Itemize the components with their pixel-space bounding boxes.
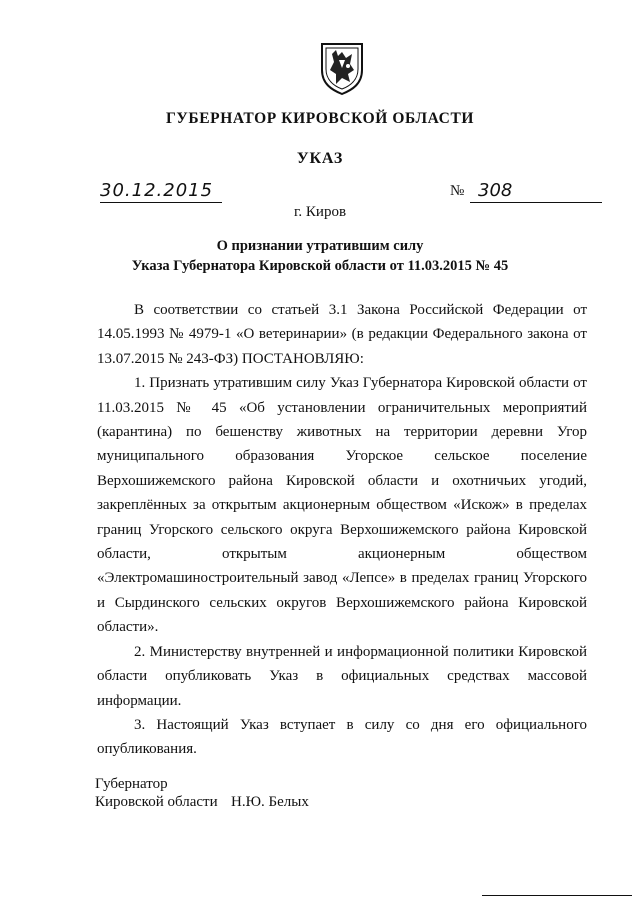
preamble-paragraph: В соответствии со статьей 3.1 Закона Российской Федерации от 14.05.1993 № 4979-1 «О ветеринарии» (в редакции Федерального закона от 13.07.2015 № 243-ФЗ) ПОСТАНОВЛЯЮ: bbox=[97, 302, 587, 367]
issuer-title: ГУБЕРНАТОР КИРОВСКОЙ ОБЛАСТИ bbox=[165, 110, 475, 127]
footer-divider bbox=[482, 895, 632, 896]
city-line: г. Киров bbox=[293, 204, 347, 220]
item-2-paragraph: 2. Министерству внутренней и информационной политики Кировской области опубликовать Указ в официальных средствах массовой информации. bbox=[97, 643, 587, 709]
item-1-paragraph: 1. Признать утратившим силу Указ Губернатора Кировской области от 11.03.2015 № 45 «Об установлении ограничительных мероприятий (карантина) по бешенству животных на территории деревни Угор муниципального образования Угорское сельское поселение Верхошижемского района Кировской области и охотничьих угодий, закреплённых за открытым акционерным обществом «Искож» в пределах границ Угорского сельского округа Верхошижемского района Кировской области, открытым акционерным обществом «Электромашиностроительный завод «Лепсе» в пределах границ Угорского и Сырдинского сельских округов Верхошижемского района Кировской области». bbox=[97, 375, 587, 636]
document-type-title: УКАЗ bbox=[296, 150, 344, 167]
signatory-title-line-1: Губернатор bbox=[95, 776, 168, 792]
signatory-title-line-2: Кировской области bbox=[95, 794, 218, 810]
document-number: 308 bbox=[470, 180, 602, 203]
signatory-name: Н.Ю. Белых bbox=[231, 794, 309, 810]
signature-block bbox=[95, 775, 309, 811]
document-date: 30.12.2015 bbox=[100, 180, 222, 203]
kirov-oblast-coat-of-arms-icon bbox=[318, 40, 366, 96]
subject-line-1: О признании утратившим силу bbox=[216, 238, 424, 254]
item-3-paragraph: 3. Настоящий Указ вступает в силу со дня его официального опубликования. bbox=[97, 716, 587, 758]
number-sign: № bbox=[450, 183, 465, 199]
subject-line-2: Указа Губернатора Кировской области от 11.03.2015 № 45 bbox=[131, 258, 509, 274]
document-body bbox=[97, 298, 587, 762]
